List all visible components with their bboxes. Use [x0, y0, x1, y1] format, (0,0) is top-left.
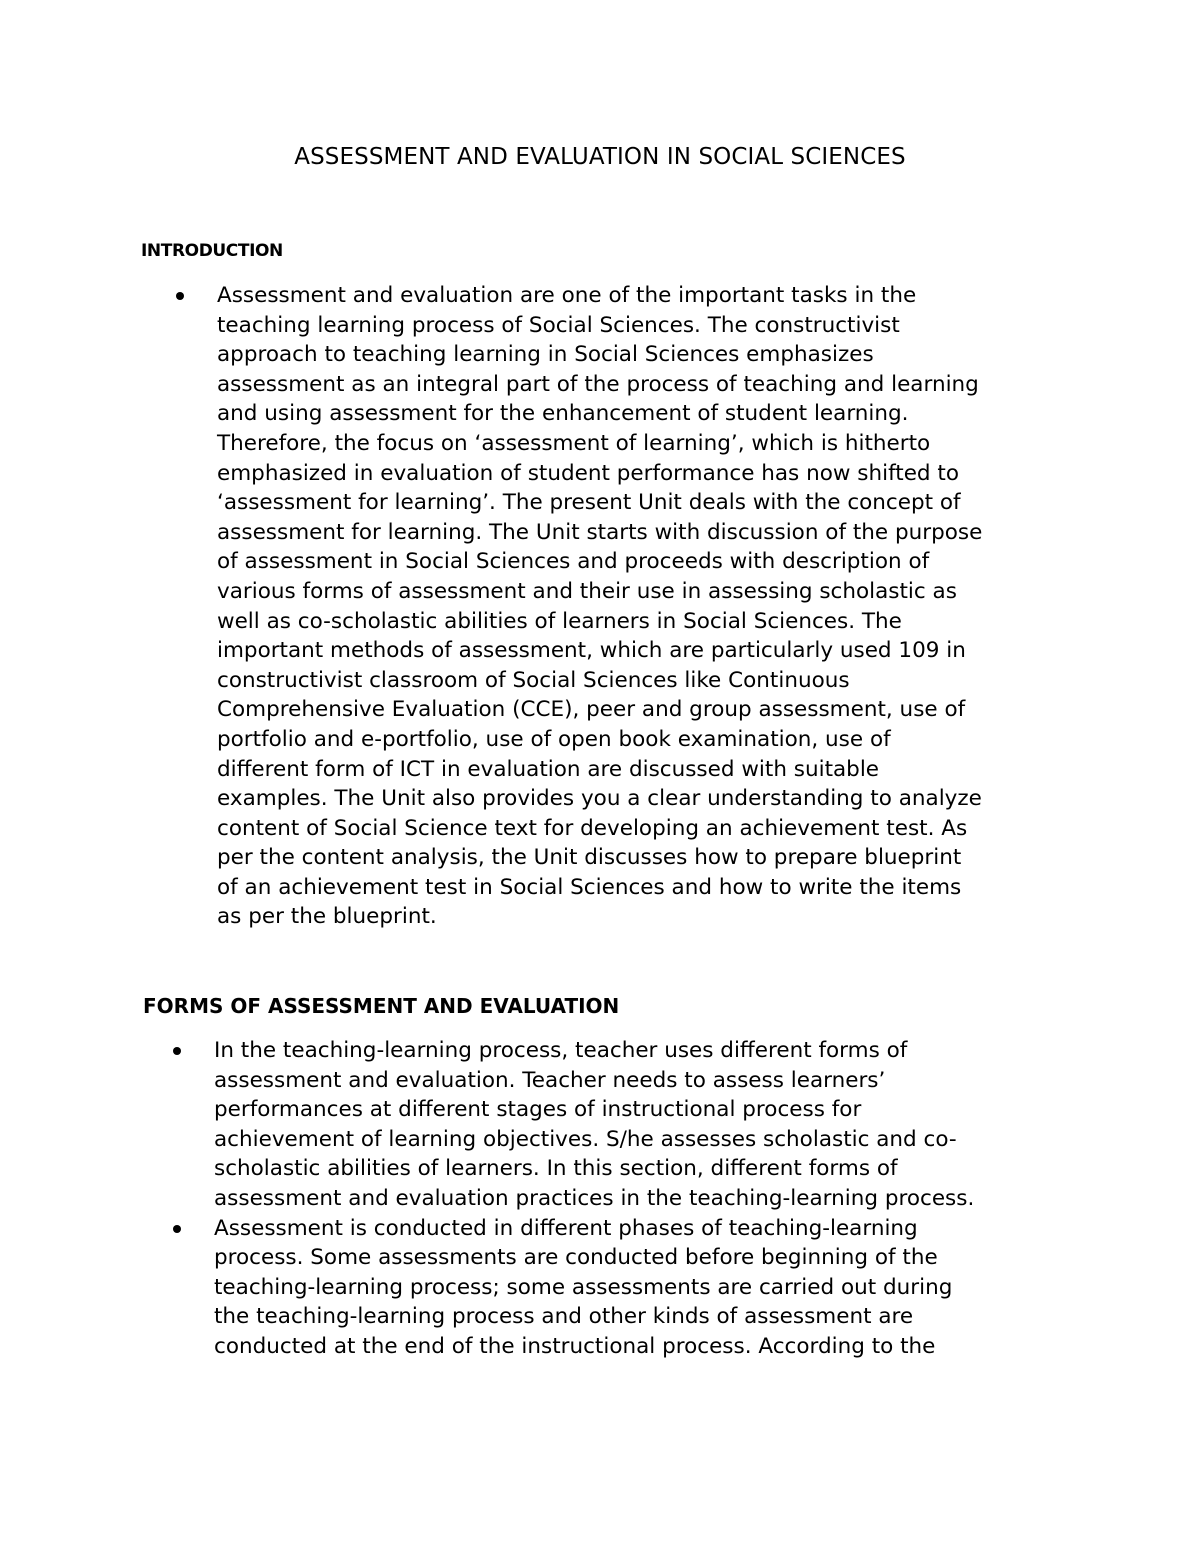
text-line: various forms of assessment and their use in assessing scholastic as	[217, 578, 957, 604]
text-line: Assessment is conducted in different phases of teaching-learning	[214, 1215, 918, 1241]
text-line: achievement of learning objectives. S/he assesses scholastic and co-	[214, 1126, 957, 1152]
list-item	[170, 1036, 1070, 1214]
text-line: well as co-scholastic abilities of learners in Social Sciences. The	[217, 608, 902, 634]
bullet-icon	[173, 1225, 181, 1233]
text-line: Assessment and evaluation are one of the important tasks in the	[217, 283, 917, 308]
text-line: assessment and evaluation practices in the teaching-learning process.	[214, 1185, 975, 1211]
forms-heading: FORMS OF ASSESSMENT AND EVALUATION	[143, 994, 620, 1018]
text-line: assessment for learning. The Unit starts with discussion of the purpose	[217, 519, 983, 545]
text-line: and using assessment for the enhancement of student learning.	[217, 401, 909, 427]
text-line: In the teaching-learning process, teacher uses different forms of	[214, 1038, 908, 1063]
text-line: emphasized in evaluation of student performance has now shifted to	[217, 460, 960, 486]
text-line: important methods of assessment, which are particularly used 109 in	[217, 638, 966, 664]
text-line: ‘assessment for learning’. The present Unit deals with the concept of	[217, 490, 961, 516]
text-line: of an achievement test in Social Sciences and how to write the items	[217, 874, 962, 900]
text-line: process. Some assessments are conducted before beginning of the	[214, 1245, 938, 1271]
bullet-icon	[176, 292, 184, 300]
text-line: the teaching-learning process and other kinds of assessment are	[214, 1304, 914, 1330]
text-line: Therefore, the focus on ‘assessment of learning’, which is hitherto	[217, 430, 931, 456]
text-line: examples. The Unit also provides you a clear understanding to analyze	[217, 786, 982, 812]
text-line: Comprehensive Evaluation (CCE), peer and group assessment, use of	[217, 697, 966, 723]
forms-bullet-list	[170, 1036, 1070, 1362]
text-line: teaching-learning process; some assessments are carried out during	[214, 1274, 953, 1300]
text-line: portfolio and e-portfolio, use of open book examination, use of	[217, 726, 891, 752]
text-line: assessment as an integral part of the process of teaching and learning	[217, 371, 979, 397]
text-line: teaching learning process of Social Sciences. The constructivist	[217, 312, 900, 338]
text-line: per the content analysis, the Unit discusses how to prepare blueprint	[217, 845, 962, 871]
text-line: conducted at the end of the instructional process. According to the	[214, 1333, 936, 1359]
text-line: constructivist classroom of Social Sciences like Continuous	[217, 667, 850, 693]
introduction-heading: INTRODUCTION	[141, 241, 283, 261]
text-line: assessment and evaluation. Teacher needs to assess learners’	[214, 1067, 886, 1093]
text-line: different form of ICT in evaluation are discussed with suitable	[217, 756, 880, 782]
text-line: as per the blueprint.	[217, 904, 437, 930]
text-line: approach to teaching learning in Social Sciences emphasizes	[217, 342, 874, 368]
bullet-icon	[173, 1047, 181, 1055]
list-item	[170, 1214, 1070, 1362]
introduction-bullet-list	[173, 281, 1073, 932]
document-title: ASSESSMENT AND EVALUATION IN SOCIAL SCIENCES	[294, 144, 906, 170]
text-line: of assessment in Social Sciences and proceeds with description of	[217, 549, 930, 575]
list-item	[173, 281, 1073, 932]
text-line: content of Social Science text for developing an achievement test. As	[217, 815, 968, 841]
text-line: scholastic abilities of learners. In this section, different forms of	[214, 1156, 898, 1182]
text-line: performances at different stages of instructional process for	[214, 1097, 862, 1123]
